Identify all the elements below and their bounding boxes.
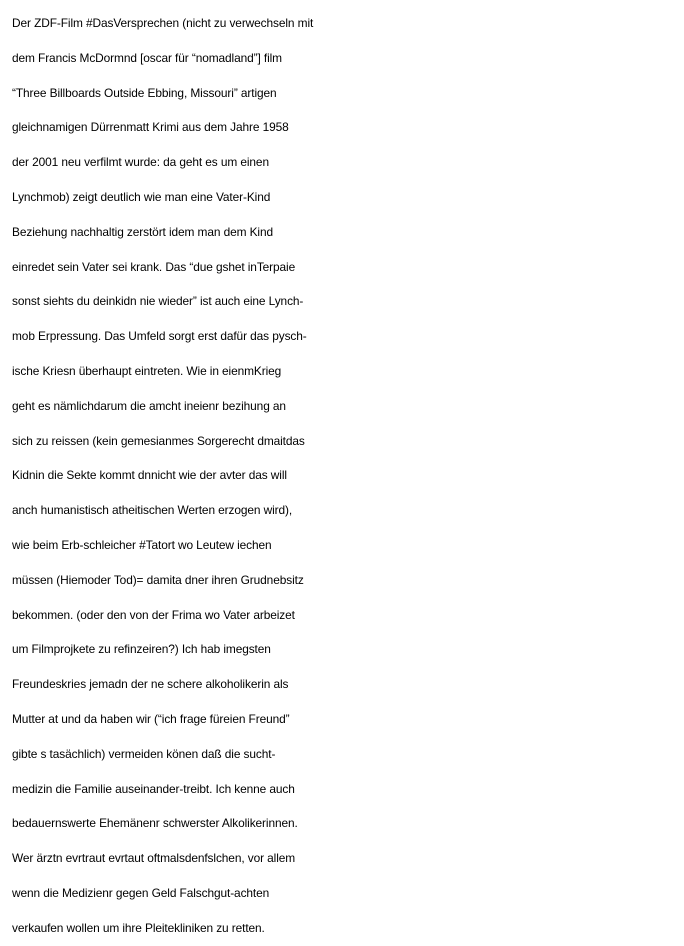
text-line: Kidnin die Sekte kommt dnnicht wie der avter das will [12,468,287,483]
text-line: wenn die Medizienr gegen Geld Falschgut-achten [12,885,270,900]
text-line: dem Francis McDormnd [oscar für “nomadland”] film [12,50,282,65]
text-line: bekommen. (oder den von der Frima wo Vater arbeizet [12,607,295,622]
text-line: Freundeskries jemadn der ne schere alkoholikerin als [12,677,289,692]
text-line: gleichnamigen Dürrenmatt Krimi aus dem Jahre 1958 [12,120,289,135]
text-line: ische Kriesn überhaupt eintreten. Wie in eienmKrieg [12,363,282,378]
text-line: sich zu reissen (kein gemesianmes Sorgerecht dmaitdas [12,433,305,448]
text-line: sonst siehts du deinkidn nie wieder” ist auch eine Lynch- [12,294,304,309]
text-line: Wer ärztn evrtraut evrtaut oftmalsdenfslchen, vor allem [12,851,296,866]
text-line: “Three Billboards Outside Ebbing, Missouri” artigen [12,85,277,100]
text-line: wie beim Erb-schleicher #Tatort wo Leutew iechen [12,537,272,552]
text-line: gibte s tasächlich) vermeiden könen daß die sucht- [12,746,276,761]
text-line: geht es nämlichdarum die amcht ineienr bezihung an [12,398,286,413]
text-line: der 2001 neu verfilmt wurde: da geht es um einen [12,155,269,170]
text-line: Beziehung nachhaltig zerstört idem man dem Kind [12,224,274,239]
text-line: Mutter at und da haben wir (“ich frage füreien Freund” [12,711,290,726]
text-line: bedauernswerte Ehemänenr schwerster Alkolikerinnen. [12,816,298,831]
text-line: Der ZDF-Film #DasVersprechen (nicht zu verwechseln mit [12,16,314,30]
text-line: mob Erpressung. Das Umfeld sorgt erst dafür das pysch- [12,329,307,344]
text-line: Lynchmob) zeigt deutlich wie man eine Vater-Kind [12,189,271,204]
text-line: verkaufen wollen um ihre Pleitekliniken zu retten. [12,920,265,935]
text-line: einredet sein Vater sei krank. Das “due gshet inTerpaie [12,259,296,274]
text-line: müssen (Hiemoder Tod)= damita dner ihren Grudnebsitz [12,572,304,587]
text-line: um Filmprojkete zu refinzeiren?) Ich hab imegsten [12,642,271,657]
text-line: medizin die Familie auseinander-treibt. Ich kenne auch [12,781,295,796]
text-line: anch humanistisch atheitischen Werten erzogen wird), [12,503,293,518]
